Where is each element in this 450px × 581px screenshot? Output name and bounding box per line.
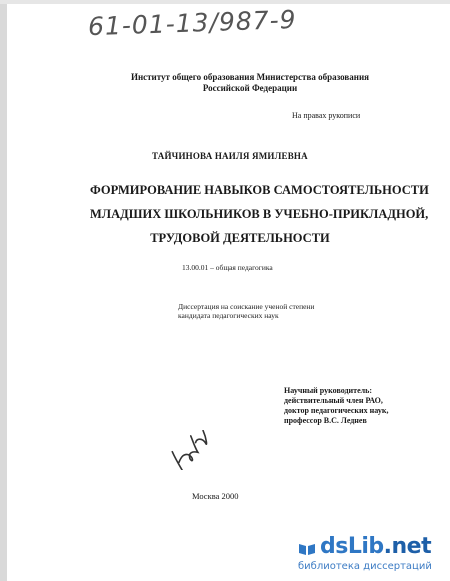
scan-edge-top [0, 0, 450, 4]
handwritten-signature [162, 430, 222, 470]
supervisor-line-3: доктор педагогических наук, [284, 406, 389, 415]
city-year: Москва 2000 [192, 491, 239, 501]
degree-line-2: кандидата педагогических наук [178, 311, 279, 320]
supervisor-line-1: Научный руководитель: [284, 386, 372, 395]
supervisor-block [284, 386, 388, 426]
watermark-subtitle: библиотека диссертаций [298, 561, 432, 572]
institution-block [120, 72, 380, 94]
author-name: ТАЙЧИНОВА НАИЛЯ ЯМИЛЕВНА [152, 151, 308, 161]
title-line-2: МЛАДШИХ ШКОЛЬНИКОВ В УЧЕБНО-ПРИКЛАДНОЙ, [90, 207, 429, 221]
watermark-logo-main: dsLib [320, 534, 384, 559]
scan-edge-left [0, 0, 7, 581]
manuscript-note: На правах рукописи [292, 111, 361, 120]
watermark-logo [320, 534, 431, 559]
institution-line-2: Российской Федерации [202, 83, 298, 93]
book-icon [298, 542, 316, 556]
archive-number-handwritten: 61-01-13/987-9 [87, 4, 297, 42]
institution-line-1: Институт общего образования Министерства образования [130, 72, 370, 82]
title-line-3: ТРУДОВОЙ ДЕЯТЕЛЬНОСТИ [150, 231, 330, 245]
specialty-code: 13.00.01 – общая педагогика [182, 263, 273, 272]
dslib-watermark[interactable] [298, 534, 450, 578]
title-line-1: ФОРМИРОВАНИЕ НАВЫКОВ САМОСТОЯТЕЛЬНОСТИ [90, 183, 429, 197]
watermark-logo-suffix: .net [383, 534, 432, 559]
degree-line-1: Диссертация на соискание ученой степени [178, 302, 315, 311]
dissertation-title [90, 178, 429, 250]
supervisor-line-2: действительный член РАО, [284, 396, 383, 405]
degree-statement [178, 302, 314, 320]
supervisor-line-4: профессор В.С. Леднев [284, 416, 367, 425]
